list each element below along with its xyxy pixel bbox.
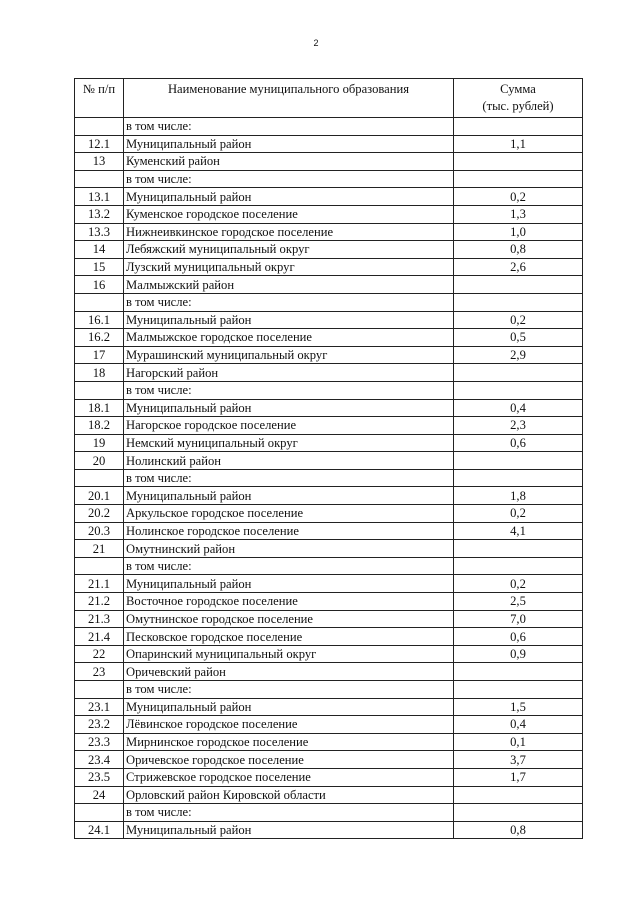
table-row — [75, 188, 583, 206]
row-name: Куменское городское поселение — [124, 205, 454, 223]
row-name: Лузский муниципальный округ — [124, 258, 454, 276]
table-row — [75, 241, 583, 259]
row-number: 21.2 — [75, 593, 124, 611]
row-name: Оричевское городское поселение — [124, 751, 454, 769]
row-sum: 7,0 — [454, 610, 583, 628]
table-row — [75, 153, 583, 171]
table-row — [75, 223, 583, 241]
row-number: 16.1 — [75, 311, 124, 329]
row-number: 23.1 — [75, 698, 124, 716]
table-row — [75, 381, 583, 399]
row-number — [75, 293, 124, 311]
row-number: 23.5 — [75, 768, 124, 786]
row-name: Лебяжский муниципальный округ — [124, 241, 454, 259]
row-sum — [454, 557, 583, 575]
table-row — [75, 487, 583, 505]
row-number: 17 — [75, 346, 124, 364]
table-row — [75, 434, 583, 452]
row-number: 21.4 — [75, 628, 124, 646]
table-row — [75, 293, 583, 311]
row-sum: 0,4 — [454, 399, 583, 417]
header-sum-unit: (тыс. рублей) — [482, 99, 554, 113]
row-number: 23.4 — [75, 751, 124, 769]
table-row — [75, 205, 583, 223]
table-body — [75, 118, 583, 839]
row-name: в том числе: — [124, 170, 454, 188]
page-number: 2 — [313, 38, 319, 48]
row-sum: 0,6 — [454, 628, 583, 646]
row-name: в том числе: — [124, 293, 454, 311]
row-number: 13.1 — [75, 188, 124, 206]
row-sum — [454, 118, 583, 136]
row-name: Стрижевское городское поселение — [124, 768, 454, 786]
table-row — [75, 452, 583, 470]
row-number: 20.3 — [75, 522, 124, 540]
row-number: 21.3 — [75, 610, 124, 628]
allocation-table — [74, 78, 583, 839]
row-sum: 0,9 — [454, 645, 583, 663]
row-name: Мирнинское городское поселение — [124, 733, 454, 751]
table-row — [75, 804, 583, 822]
row-number: 16.2 — [75, 329, 124, 347]
table-row — [75, 329, 583, 347]
row-name: Омутнинский район — [124, 540, 454, 558]
row-name: Нижнеивкинское городское поселение — [124, 223, 454, 241]
row-sum: 3,7 — [454, 751, 583, 769]
row-name: Куменский район — [124, 153, 454, 171]
row-sum: 2,6 — [454, 258, 583, 276]
table-row — [75, 716, 583, 734]
row-number — [75, 118, 124, 136]
table-row — [75, 610, 583, 628]
row-number: 23.3 — [75, 733, 124, 751]
row-number: 14 — [75, 241, 124, 259]
row-name: Омутнинское городское поселение — [124, 610, 454, 628]
row-sum — [454, 540, 583, 558]
row-number: 15 — [75, 258, 124, 276]
table-row — [75, 540, 583, 558]
row-number: 12.1 — [75, 135, 124, 153]
row-sum — [454, 153, 583, 171]
table-row — [75, 768, 583, 786]
row-number: 19 — [75, 434, 124, 452]
row-sum: 2,5 — [454, 593, 583, 611]
row-name: Орловский район Кировской области — [124, 786, 454, 804]
row-number: 24 — [75, 786, 124, 804]
row-number — [75, 381, 124, 399]
row-number — [75, 804, 124, 822]
row-number: 21 — [75, 540, 124, 558]
table-row — [75, 575, 583, 593]
table-row — [75, 786, 583, 804]
row-number: 13 — [75, 153, 124, 171]
row-sum — [454, 276, 583, 294]
row-number — [75, 170, 124, 188]
table-header — [75, 79, 583, 118]
row-name: в том числе: — [124, 557, 454, 575]
header-row — [75, 79, 583, 118]
row-name: Муниципальный район — [124, 821, 454, 839]
row-sum: 1,0 — [454, 223, 583, 241]
row-sum — [454, 452, 583, 470]
row-name: Муниципальный район — [124, 135, 454, 153]
row-sum: 0,8 — [454, 241, 583, 259]
header-sum-title: Сумма — [500, 82, 536, 96]
table-row — [75, 399, 583, 417]
header-name: Наименование муниципального образования — [124, 79, 454, 118]
row-sum: 1,8 — [454, 487, 583, 505]
row-name: в том числе: — [124, 381, 454, 399]
table-row — [75, 346, 583, 364]
row-sum — [454, 293, 583, 311]
row-sum: 0,4 — [454, 716, 583, 734]
table-row — [75, 681, 583, 699]
row-sum — [454, 681, 583, 699]
table-row — [75, 118, 583, 136]
row-number: 18.2 — [75, 417, 124, 435]
row-name: Нолинское городское поселение — [124, 522, 454, 540]
row-sum — [454, 381, 583, 399]
table-row — [75, 505, 583, 523]
row-name: Муниципальный район — [124, 311, 454, 329]
row-name: Нолинский район — [124, 452, 454, 470]
row-sum: 2,3 — [454, 417, 583, 435]
table-row — [75, 557, 583, 575]
table-row — [75, 135, 583, 153]
row-sum: 2,9 — [454, 346, 583, 364]
table-row — [75, 170, 583, 188]
row-sum: 4,1 — [454, 522, 583, 540]
table-row — [75, 258, 583, 276]
row-sum — [454, 786, 583, 804]
row-sum: 0,5 — [454, 329, 583, 347]
row-number: 23 — [75, 663, 124, 681]
row-sum: 0,2 — [454, 311, 583, 329]
row-sum: 0,6 — [454, 434, 583, 452]
table-row — [75, 645, 583, 663]
table-row — [75, 628, 583, 646]
row-name: в том числе: — [124, 469, 454, 487]
header-sum — [454, 79, 583, 118]
row-number: 21.1 — [75, 575, 124, 593]
row-name: Муниципальный район — [124, 575, 454, 593]
row-sum: 0,1 — [454, 733, 583, 751]
row-name: Опаринский муниципальный округ — [124, 645, 454, 663]
row-name: Песковское городское поселение — [124, 628, 454, 646]
row-name: Малмыжское городское поселение — [124, 329, 454, 347]
table-row — [75, 751, 583, 769]
row-number: 20.2 — [75, 505, 124, 523]
row-sum: 1,1 — [454, 135, 583, 153]
row-sum: 1,7 — [454, 768, 583, 786]
row-name: Мурашинский муниципальный округ — [124, 346, 454, 364]
row-sum: 0,2 — [454, 505, 583, 523]
row-sum — [454, 364, 583, 382]
row-number: 18 — [75, 364, 124, 382]
row-number: 24.1 — [75, 821, 124, 839]
table-row — [75, 276, 583, 294]
row-number: 13.3 — [75, 223, 124, 241]
row-number: 20 — [75, 452, 124, 470]
row-sum — [454, 804, 583, 822]
table-row — [75, 821, 583, 839]
row-number — [75, 469, 124, 487]
row-name: Муниципальный район — [124, 188, 454, 206]
table-row — [75, 593, 583, 611]
table-row — [75, 698, 583, 716]
row-sum: 1,5 — [454, 698, 583, 716]
row-name: Малмыжский район — [124, 276, 454, 294]
row-name: в том числе: — [124, 118, 454, 136]
row-name: Нагорское городское поселение — [124, 417, 454, 435]
table-row — [75, 663, 583, 681]
row-name: Немский муниципальный округ — [124, 434, 454, 452]
row-number — [75, 557, 124, 575]
row-sum: 0,8 — [454, 821, 583, 839]
row-number — [75, 681, 124, 699]
row-number: 13.2 — [75, 205, 124, 223]
table-row — [75, 311, 583, 329]
table-row — [75, 364, 583, 382]
row-name: Нагорский район — [124, 364, 454, 382]
table-row — [75, 733, 583, 751]
row-sum: 1,3 — [454, 205, 583, 223]
row-sum — [454, 469, 583, 487]
row-name: Восточное городское поселение — [124, 593, 454, 611]
row-sum: 0,2 — [454, 575, 583, 593]
table-row — [75, 469, 583, 487]
row-name: Лёвинское городское поселение — [124, 716, 454, 734]
row-name: Муниципальный район — [124, 487, 454, 505]
row-sum — [454, 170, 583, 188]
row-number: 20.1 — [75, 487, 124, 505]
table-row — [75, 522, 583, 540]
row-sum — [454, 663, 583, 681]
row-name: Муниципальный район — [124, 399, 454, 417]
row-number: 23.2 — [75, 716, 124, 734]
table-row — [75, 417, 583, 435]
row-name: Муниципальный район — [124, 698, 454, 716]
row-name: в том числе: — [124, 804, 454, 822]
row-name: в том числе: — [124, 681, 454, 699]
header-number: № п/п — [75, 79, 124, 118]
row-sum: 0,2 — [454, 188, 583, 206]
row-name: Оричевский район — [124, 663, 454, 681]
row-number: 18.1 — [75, 399, 124, 417]
row-name: Аркульское городское поселение — [124, 505, 454, 523]
row-number: 16 — [75, 276, 124, 294]
row-number: 22 — [75, 645, 124, 663]
